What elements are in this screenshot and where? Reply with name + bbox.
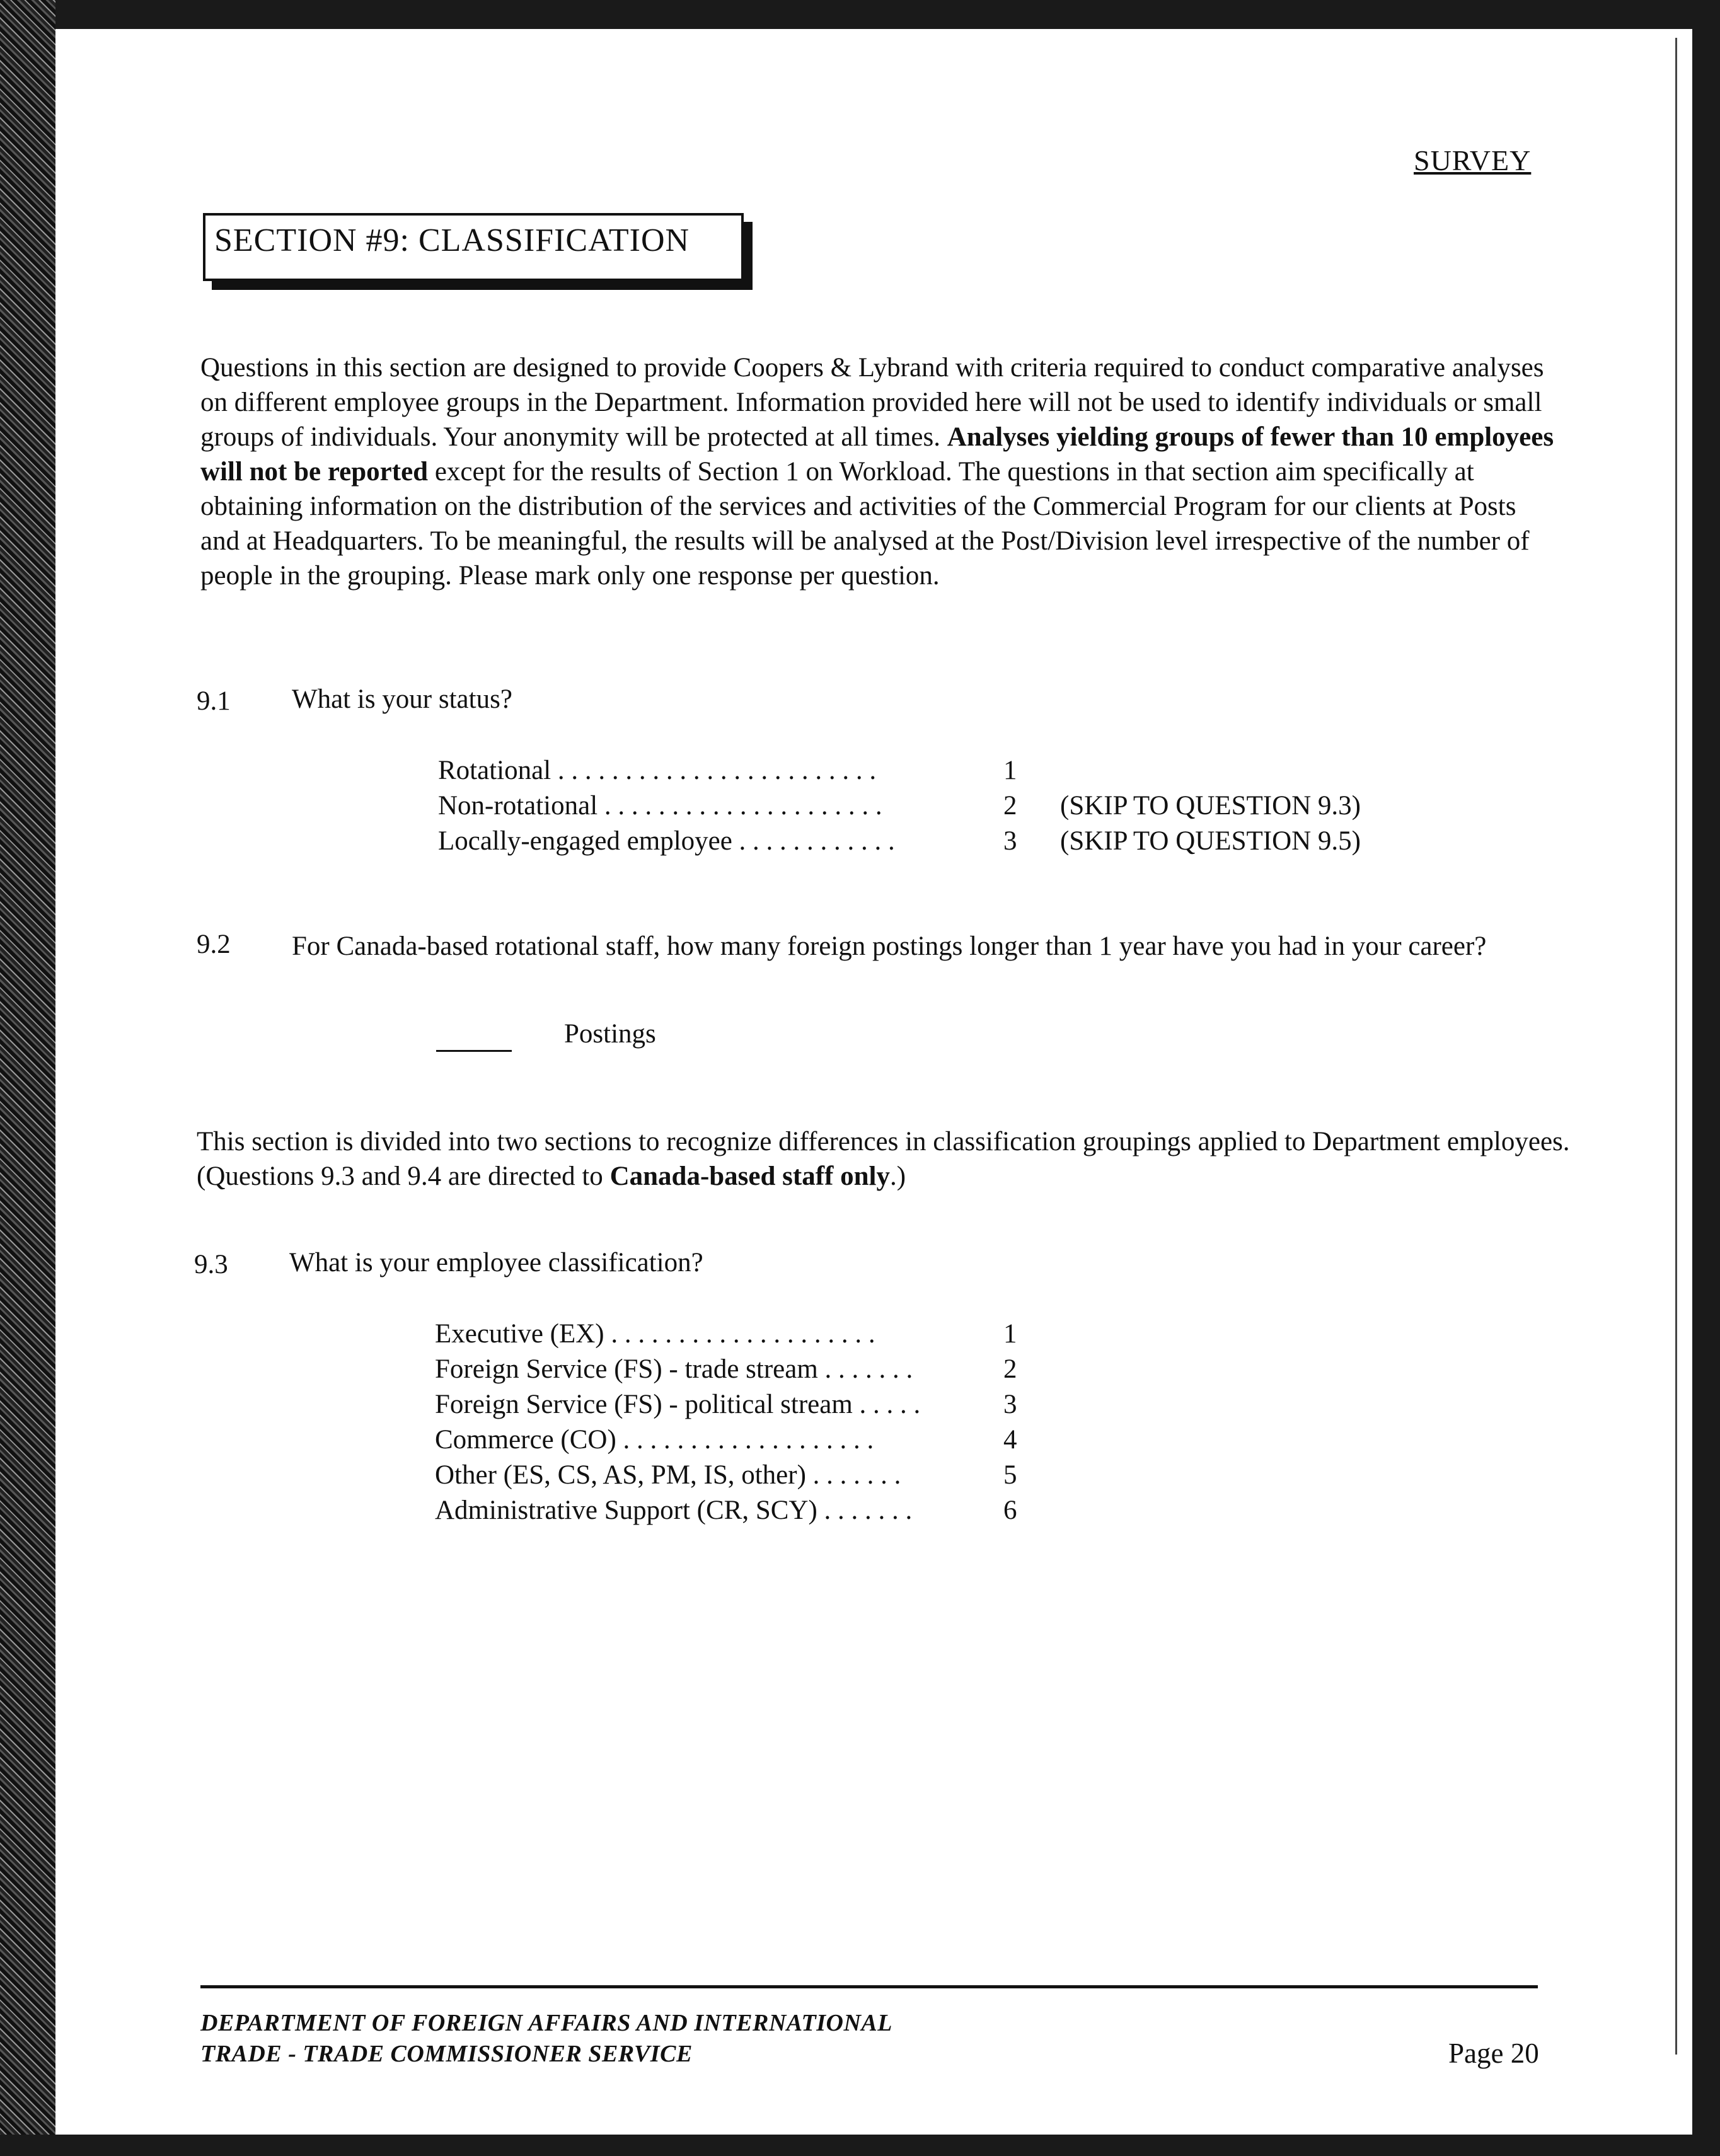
option-label: Non-rotational . . . . . . . . . . . . . . . . . . . . . bbox=[438, 791, 882, 821]
survey-label: SURVEY bbox=[1414, 144, 1532, 176]
scan-border-bottom bbox=[0, 2135, 1720, 2156]
option-code[interactable]: 3 bbox=[1003, 826, 1017, 856]
option-code[interactable]: 2 bbox=[1003, 791, 1017, 821]
skip-instruction: (SKIP TO QUESTION 9.3) bbox=[1060, 791, 1361, 821]
footer-department-line1: DEPARTMENT OF FOREIGN AFFAIRS AND INTERNATIONAL bbox=[200, 2010, 892, 2036]
scan-border-left bbox=[0, 0, 55, 2156]
option-code[interactable]: 1 bbox=[1003, 1319, 1017, 1349]
section-title: SECTION #9: CLASSIFICATION bbox=[214, 222, 690, 258]
postings-label: Postings bbox=[564, 1019, 656, 1049]
question-number: 9.3 bbox=[194, 1250, 228, 1279]
page-number: Page 20 bbox=[1448, 2038, 1539, 2069]
document-page bbox=[55, 29, 1692, 2135]
intro-text-1: Questions in this section are designed to provide Coopers & Lybrand with criteria required to conduct comparative analyses on different employee groups in the Department. Information provided here will not be used to identify individuals or small groups of individuals. Your anonymity will be protected at all times. bbox=[200, 353, 1544, 452]
page-edge-rule bbox=[1675, 38, 1677, 2055]
option-label: Foreign Service (FS) - trade stream . . . . . . . bbox=[435, 1354, 913, 1384]
question-text: What is your status? bbox=[292, 684, 512, 714]
section-note bbox=[197, 1124, 1583, 1194]
question-number: 9.2 bbox=[197, 930, 231, 959]
intro-text-2: except for the results of Section 1 on Workload. The questions in that section aim specifically at obtaining information on the distribution of the services and activities of the Commercial Program for our clients at Posts and at Headquarters. To be meaningful, the results will be analysed at the Post/Division level irrespective of the number of people in the grouping. Please mark only one response per question. bbox=[200, 457, 1530, 591]
option-label: Commerce (CO) . . . . . . . . . . . . . . . . . . . bbox=[435, 1425, 874, 1455]
scan-border-top bbox=[0, 0, 1720, 29]
skip-instruction: (SKIP TO QUESTION 9.5) bbox=[1060, 826, 1361, 856]
option-code[interactable]: 5 bbox=[1003, 1460, 1017, 1490]
option-code[interactable]: 2 bbox=[1003, 1354, 1017, 1384]
question-number: 9.1 bbox=[197, 686, 231, 716]
option-label: Foreign Service (FS) - political stream . . . . . bbox=[435, 1390, 921, 1419]
option-code[interactable]: 3 bbox=[1003, 1390, 1017, 1419]
note-text-1: This section is divided into two sections to recognize differences in classification groupings applied to Department employees. (Questions 9.3 and 9.4 are directed to bbox=[197, 1127, 1570, 1191]
option-code[interactable]: 4 bbox=[1003, 1425, 1017, 1455]
option-label: Locally-engaged employee . . . . . . . . . . . . bbox=[438, 826, 895, 856]
intro-bold-text: Analyses yielding groups of fewer than 10 employees will not be reported bbox=[200, 422, 1554, 487]
option-label: Other (ES, CS, AS, PM, IS, other) . . . . . . . bbox=[435, 1460, 901, 1490]
note-text-2: .) bbox=[889, 1162, 906, 1191]
footer-rule bbox=[200, 1985, 1538, 1988]
answer-blank-line[interactable] bbox=[436, 1050, 512, 1052]
question-text: What is your employee classification? bbox=[289, 1248, 703, 1277]
scan-border-right bbox=[1692, 0, 1720, 2156]
question-text: For Canada-based rotational staff, how many foreign postings longer than 1 year have you had in your career? bbox=[292, 931, 1487, 961]
option-label: Executive (EX) . . . . . . . . . . . . . . . . . . . . bbox=[435, 1319, 875, 1349]
option-label: Administrative Support (CR, SCY) . . . . . . . bbox=[435, 1496, 913, 1525]
intro-paragraph bbox=[200, 350, 1556, 593]
note-bold-text: Canada-based staff only bbox=[609, 1162, 890, 1191]
option-label: Rotational . . . . . . . . . . . . . . . . . . . . . . . . bbox=[438, 756, 877, 785]
option-code[interactable]: 1 bbox=[1003, 756, 1017, 785]
footer-department-line2: TRADE - TRADE COMMISSIONER SERVICE bbox=[200, 2041, 693, 2067]
option-code[interactable]: 6 bbox=[1003, 1496, 1017, 1525]
